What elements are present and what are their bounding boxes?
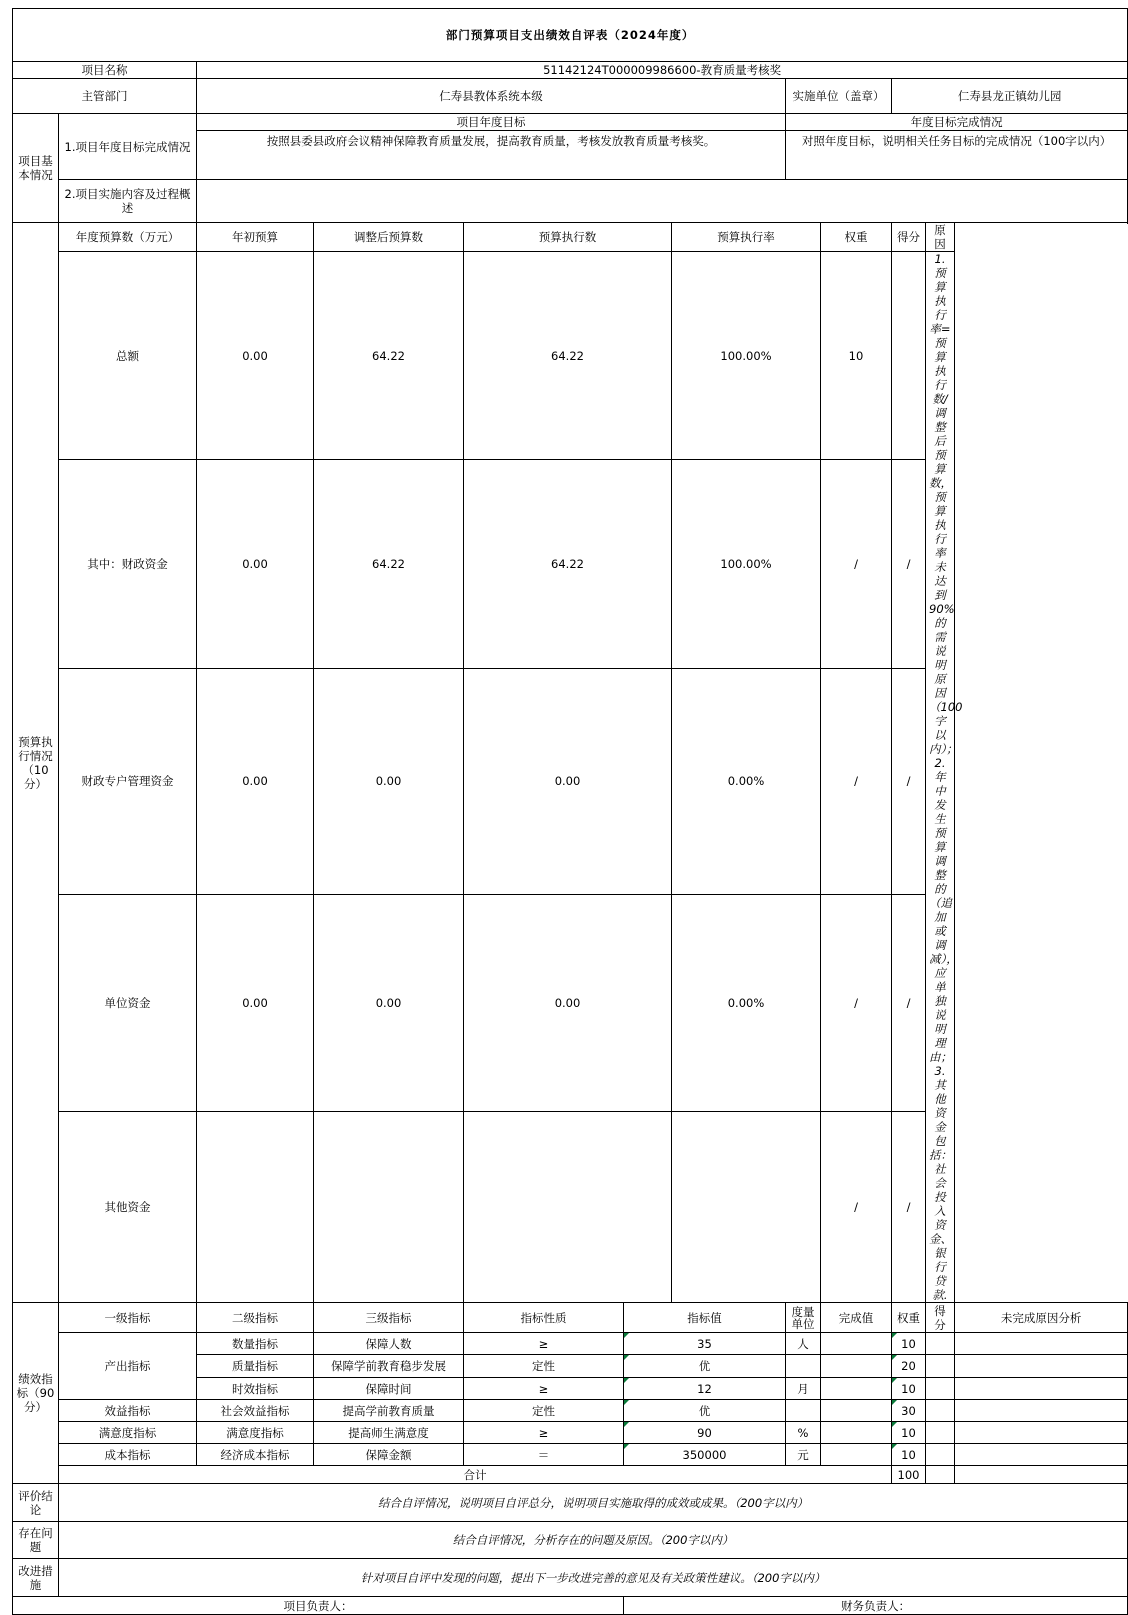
perf-score[interactable]	[926, 1378, 955, 1400]
dept-label: 主管部门	[13, 79, 197, 114]
budget-executed[interactable]: 64.22	[464, 460, 672, 668]
budget-rate: 100.00%	[672, 252, 821, 460]
perf-value[interactable]: 优	[624, 1355, 786, 1378]
basic-item1-label: 1.项目年度目标完成情况	[59, 114, 197, 180]
budget-weight: 10	[821, 252, 892, 460]
budget-row-name: 单位资金	[59, 894, 197, 1111]
impl-unit-label: 实施单位（盖章）	[786, 79, 892, 114]
budget-row-fiscal	[13, 460, 1128, 668]
budget-adjusted[interactable]	[314, 1111, 464, 1302]
budget-row-total	[13, 252, 1128, 460]
perf-nature: ＝	[464, 1444, 624, 1466]
page-title: 部门预算项目支出绩效自评表（2024年度）	[13, 9, 1128, 62]
finance-lead-label[interactable]: 财务负责人：	[624, 1597, 1128, 1615]
evaluation-table	[12, 8, 1128, 1615]
perf-header-l2: 二级指标	[197, 1303, 314, 1333]
budget-row-name: 财政专户管理资金	[59, 668, 197, 894]
completion-header: 年度目标完成情况	[786, 114, 1128, 131]
perf-unit	[786, 1355, 821, 1378]
measures-label: 改进措施	[13, 1559, 59, 1597]
budget-adjusted[interactable]: 0.00	[314, 668, 464, 894]
perf-score[interactable]	[926, 1422, 955, 1444]
budget-header-weight: 权重	[821, 223, 892, 252]
budget-initial[interactable]: 0.00	[197, 460, 314, 668]
budget-header-adjusted: 调整后预算数	[314, 223, 464, 252]
budget-score[interactable]: /	[892, 1111, 926, 1302]
perf-score[interactable]	[926, 1444, 955, 1466]
project-name-label: 项目名称	[13, 62, 197, 79]
perf-score[interactable]	[926, 1400, 955, 1422]
budget-section-label: 预算执行情况（10分）	[13, 223, 59, 1303]
budget-score[interactable]: /	[892, 460, 926, 668]
perf-weight[interactable]: 10	[892, 1444, 926, 1466]
budget-adjusted[interactable]: 64.22	[314, 460, 464, 668]
perf-done[interactable]	[821, 1355, 892, 1378]
budget-rate: 0.00%	[672, 894, 821, 1111]
perf-weight[interactable]: 20	[892, 1355, 926, 1378]
budget-weight: /	[821, 460, 892, 668]
budget-weight: /	[821, 1111, 892, 1302]
basic-info-label: 项目基本情况	[13, 114, 59, 223]
perf-row	[13, 1333, 1128, 1355]
measures-text[interactable]: 针对项目自评中发现的问题，提出下一步改进完善的意见及有关政策性建议。（200字以内）	[59, 1559, 1128, 1597]
perf-header-done: 完成值	[821, 1303, 892, 1333]
perf-nature: 定性	[464, 1355, 624, 1378]
perf-total-weight: 100	[892, 1466, 926, 1484]
perf-header-l3: 三级指标	[314, 1303, 464, 1333]
perf-done[interactable]	[821, 1444, 892, 1466]
perf-score[interactable]	[926, 1355, 955, 1378]
perf-value[interactable]: 90	[624, 1422, 786, 1444]
perf-reason[interactable]	[955, 1355, 1128, 1378]
perf-value[interactable]: 350000	[624, 1444, 786, 1466]
perf-score[interactable]	[926, 1333, 955, 1355]
budget-initial[interactable]: 0.00	[197, 252, 314, 460]
perf-l2: 满意度指标	[197, 1422, 314, 1444]
budget-row-other	[13, 1111, 1128, 1302]
perf-total-score[interactable]	[926, 1466, 955, 1484]
issues-label: 存在问题	[13, 1522, 59, 1559]
perf-unit: 月	[786, 1378, 821, 1400]
budget-row-name: 其他资金	[59, 1111, 197, 1302]
perf-l2: 质量指标	[197, 1355, 314, 1378]
basic-item2-label: 2.项目实施内容及过程概述	[59, 180, 197, 223]
basic-item2-content[interactable]	[197, 180, 1128, 223]
budget-initial[interactable]: 0.00	[197, 894, 314, 1111]
budget-header-rate: 预算执行率	[672, 223, 821, 252]
perf-nature: 定性	[464, 1400, 624, 1422]
project-lead-label[interactable]: 项目负责人：	[13, 1597, 624, 1615]
perf-total-reason[interactable]	[955, 1466, 1128, 1484]
perf-header-l1: 一级指标	[59, 1303, 197, 1333]
budget-rate	[672, 1111, 821, 1302]
perf-l3: 保障学前教育稳步发展	[314, 1355, 464, 1378]
budget-adjusted[interactable]: 64.22	[314, 252, 464, 460]
budget-adjusted[interactable]: 0.00	[314, 894, 464, 1111]
budget-executed[interactable]	[464, 1111, 672, 1302]
perf-unit: 元	[786, 1444, 821, 1466]
perf-header-weight: 权重	[892, 1303, 926, 1333]
budget-weight: /	[821, 668, 892, 894]
perf-l3: 保障时间	[314, 1378, 464, 1400]
perf-l3: 保障金额	[314, 1444, 464, 1466]
dept-value[interactable]: 仁寿县教体系统本级	[197, 79, 786, 114]
basic-item1-goal[interactable]: 按照县委县政府会议精神保障教育质量发展，提高教育质量，考核发放教育质量考核奖。	[197, 131, 786, 180]
perf-value[interactable]: 35	[624, 1333, 786, 1355]
perf-reason[interactable]	[955, 1333, 1128, 1355]
budget-header-initial: 年初预算	[197, 223, 314, 252]
budget-score[interactable]	[892, 252, 926, 460]
perf-l1: 效益指标	[59, 1400, 197, 1422]
perf-l2: 数量指标	[197, 1333, 314, 1355]
budget-row-name: 总额	[59, 252, 197, 460]
budget-executed[interactable]: 64.22	[464, 252, 672, 460]
perf-total-row	[13, 1466, 1128, 1484]
perf-l3: 提高师生满意度	[314, 1422, 464, 1444]
perf-header-nature: 指标性质	[464, 1303, 624, 1333]
perf-value[interactable]: 12	[624, 1378, 786, 1400]
budget-weight: /	[821, 894, 892, 1111]
budget-reason-note[interactable]: 1.预算执行率=预算执行数/调整后预算数，预算执行率未达到90%的需说明原因（100字以内）；2.年中发生预算调整的（追加或调减），应单独说明理由；3.其他资金包括：社会投入资金、银行贷款.	[926, 252, 955, 1303]
perf-nature: ≥	[464, 1333, 624, 1355]
budget-initial[interactable]	[197, 1111, 314, 1302]
perf-done[interactable]	[821, 1400, 892, 1422]
perf-row	[13, 1444, 1128, 1466]
budget-executed[interactable]: 0.00	[464, 894, 672, 1111]
budget-rate: 0.00%	[672, 668, 821, 894]
perf-done[interactable]	[821, 1422, 892, 1444]
perf-l2: 时效指标	[197, 1378, 314, 1400]
perf-l1: 满意度指标	[59, 1422, 197, 1444]
impl-unit-value[interactable]: 仁寿县龙正镇幼儿园	[892, 79, 1128, 114]
goal-header: 项目年度目标	[197, 114, 786, 131]
perf-done[interactable]	[821, 1378, 892, 1400]
perf-reason[interactable]	[955, 1400, 1128, 1422]
perf-weight[interactable]: 10	[892, 1378, 926, 1400]
budget-header-score: 得分	[892, 223, 926, 252]
perf-header-score: 得分	[926, 1303, 955, 1333]
perf-done[interactable]	[821, 1333, 892, 1355]
perf-unit: %	[786, 1422, 821, 1444]
conclusion-text[interactable]: 结合自评情况，说明项目自评总分，说明项目实施取得的成效或成果。（200字以内）	[59, 1484, 1128, 1522]
budget-row-unit	[13, 894, 1128, 1111]
budget-executed[interactable]: 0.00	[464, 668, 672, 894]
budget-header-executed: 预算执行数	[464, 223, 672, 252]
basic-item1-completion[interactable]: 对照年度目标，说明相关任务目标的完成情况（100字以内）	[786, 131, 1128, 180]
perf-row	[13, 1422, 1128, 1444]
budget-header-annual: 年度预算数（万元）	[59, 223, 197, 252]
perf-nature: ≥	[464, 1422, 624, 1444]
perf-weight[interactable]: 30	[892, 1400, 926, 1422]
budget-row-name: 其中：财政资金	[59, 460, 197, 668]
perf-total-label: 合计	[59, 1466, 892, 1484]
perf-l3: 提高学前教育质量	[314, 1400, 464, 1422]
perf-value[interactable]: 优	[624, 1400, 786, 1422]
perf-nature: ≥	[464, 1378, 624, 1400]
perf-l2: 社会效益指标	[197, 1400, 314, 1422]
perf-header-unit: 度量单位	[786, 1303, 821, 1333]
perf-l1: 成本指标	[59, 1444, 197, 1466]
perf-reason[interactable]	[955, 1444, 1128, 1466]
perf-row	[13, 1400, 1128, 1422]
perf-l3: 保障人数	[314, 1333, 464, 1355]
perf-reason[interactable]	[955, 1378, 1128, 1400]
budget-score[interactable]: /	[892, 668, 926, 894]
perf-header-value: 指标值	[624, 1303, 786, 1333]
perf-l2: 经济成本指标	[197, 1444, 314, 1466]
perf-weight[interactable]: 10	[892, 1333, 926, 1355]
conclusion-label: 评价结论	[13, 1484, 59, 1522]
perf-unit: 人	[786, 1333, 821, 1355]
issues-text[interactable]: 结合自评情况，分析存在的问题及原因。（200字以内）	[59, 1522, 1128, 1559]
perf-weight[interactable]: 10	[892, 1422, 926, 1444]
budget-score[interactable]: /	[892, 894, 926, 1111]
project-name-value[interactable]: 51142124T000009986600-教育质量考核奖	[197, 62, 1128, 79]
budget-rate: 100.00%	[672, 460, 821, 668]
perf-header-reason: 未完成原因分析	[955, 1303, 1128, 1333]
perf-output-label: 产出指标	[59, 1333, 197, 1400]
perf-section-label: 绩效指标（90分）	[13, 1303, 59, 1484]
budget-header-reason: 原因	[926, 223, 955, 252]
budget-initial[interactable]: 0.00	[197, 668, 314, 894]
perf-reason[interactable]	[955, 1422, 1128, 1444]
perf-unit	[786, 1400, 821, 1422]
